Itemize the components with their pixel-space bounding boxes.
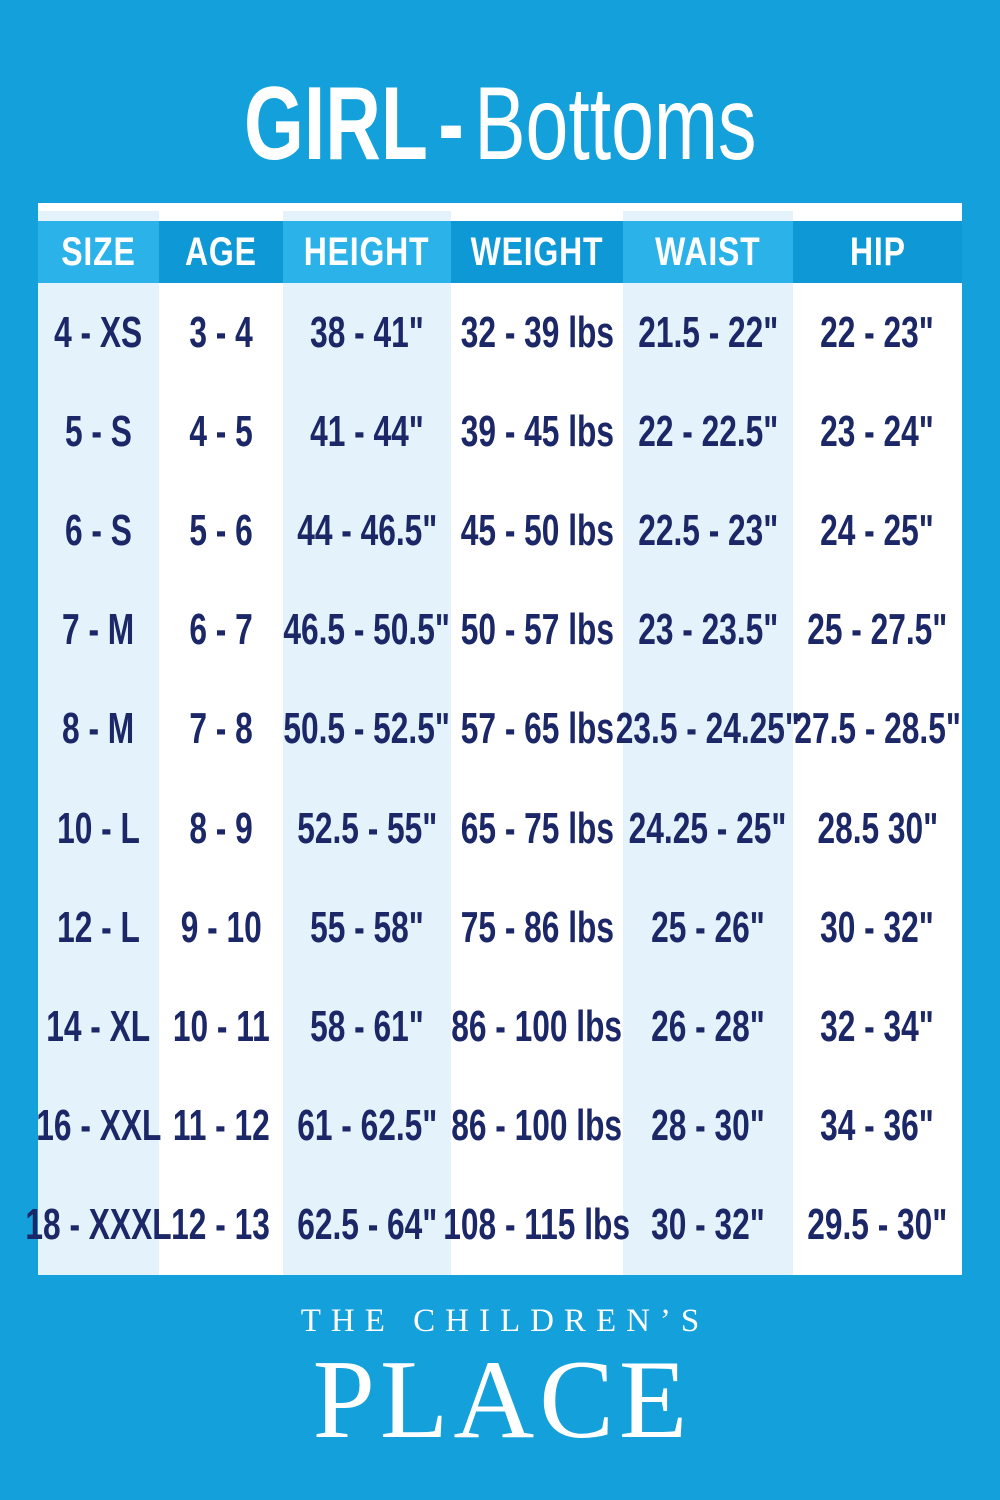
brand-wordmark: PLACE [312, 1338, 693, 1462]
table-row [38, 481, 962, 580]
table-cell [38, 977, 159, 1076]
table-cell [793, 382, 962, 481]
header-label: WEIGHT [470, 229, 604, 274]
cell-value: 61 - 62.5" [296, 1101, 437, 1151]
size-chart-title [0, 66, 1000, 182]
cell-value: 18 - XXXL [25, 1200, 172, 1250]
cell-value: 25 - 27.5" [807, 605, 948, 655]
cell-value: 16 - XXL [36, 1101, 162, 1151]
size-table [25, 203, 962, 1275]
header-cell [38, 221, 159, 283]
cell-value: 27.5 - 28.5" [794, 704, 961, 754]
table-body [25, 283, 962, 1275]
title-category: Bottoms [473, 66, 757, 182]
cell-value: 86 - 100 lbs [451, 1002, 623, 1052]
cell-value: 86 - 100 lbs [451, 1101, 623, 1151]
table-cell [793, 481, 962, 580]
table-cell [38, 481, 159, 580]
cell-value: 28 - 30" [651, 1101, 765, 1151]
table-cell [25, 1176, 172, 1275]
cell-value: 62.5 - 64" [296, 1200, 437, 1250]
cell-value: 30 - 32" [651, 1200, 765, 1250]
table-cell [38, 779, 159, 878]
table-cell [283, 1077, 451, 1176]
table-cell [159, 283, 283, 382]
header-label: SIZE [61, 229, 136, 274]
cell-value: 52.5 - 55" [296, 803, 437, 853]
cell-value: 28.5 30" [817, 803, 938, 853]
table-cell [159, 1077, 283, 1176]
cell-value: 22 - 22.5" [637, 406, 778, 456]
header-label: AGE [185, 229, 257, 274]
header-cell [283, 221, 451, 283]
table-row [38, 779, 962, 878]
table-cell [793, 977, 962, 1076]
table-cell [623, 283, 793, 382]
cell-value: 9 - 10 [180, 902, 262, 952]
table-row [38, 977, 962, 1076]
cell-value: 34 - 36" [820, 1101, 935, 1151]
cell-value: 32 - 34" [820, 1002, 935, 1052]
cell-value: 12 - L [57, 902, 140, 952]
cell-value: 11 - 12 [172, 1101, 270, 1151]
table-cell [793, 878, 962, 977]
cell-value: 23.5 - 24.25" [615, 704, 800, 754]
cell-value: 30 - 32" [820, 902, 935, 952]
cell-value: 6 - S [65, 506, 132, 555]
header-label: HEIGHT [304, 229, 430, 274]
cell-value: 39 - 45 lbs [460, 406, 614, 456]
table-cell [451, 581, 623, 680]
cell-value: 75 - 86 lbs [460, 902, 614, 952]
cell-value: 7 - M [62, 605, 135, 655]
pre-header-cell [793, 211, 962, 221]
title-text [243, 66, 757, 182]
table-cell [623, 779, 793, 878]
table-cell [159, 977, 283, 1076]
cell-value: 50.5 - 52.5" [283, 704, 451, 754]
cell-value: 24 - 25" [820, 506, 935, 555]
table-row [38, 283, 962, 382]
cell-value: 108 - 115 lbs [443, 1200, 631, 1250]
cell-value: 44 - 46.5" [296, 506, 437, 555]
cell-value: 6 - 7 [189, 605, 253, 655]
cell-value: 65 - 75 lbs [460, 803, 614, 853]
cell-value: 26 - 28" [651, 1002, 765, 1052]
cell-value: 58 - 61" [310, 1002, 424, 1052]
table-cell [283, 481, 451, 580]
table-cell [159, 382, 283, 481]
pre-header-cell [283, 211, 451, 221]
cell-value: 12 - 13 [171, 1200, 271, 1250]
header-cell [793, 221, 962, 283]
table-cell [623, 481, 793, 580]
cell-value: 57 - 65 lbs [460, 704, 614, 754]
pre-header-cell [38, 211, 159, 221]
cell-value: 5 - S [65, 406, 132, 456]
table-cell [451, 680, 623, 779]
table-cell [451, 283, 623, 382]
table-cell [623, 1077, 793, 1176]
table-cell [793, 1176, 962, 1275]
table-cell [159, 1176, 283, 1275]
table-cell [38, 680, 159, 779]
table-cell [283, 382, 451, 481]
table-cell [451, 1077, 623, 1176]
cell-value: 25 - 26" [651, 902, 765, 952]
table-cell [283, 680, 451, 779]
table-cell [615, 680, 800, 779]
header-label: WAIST [655, 229, 761, 274]
cell-value: 29.5 - 30" [807, 1200, 948, 1250]
table-row [38, 581, 962, 680]
table-row [38, 680, 962, 779]
table-cell [159, 481, 283, 580]
header-cell [623, 221, 793, 283]
table-cell [283, 581, 451, 680]
table-row [38, 878, 962, 977]
header-cell [451, 221, 623, 283]
table-cell [283, 878, 451, 977]
table-cell [159, 680, 283, 779]
pre-header-cell [159, 211, 283, 221]
cell-value: 14 - XL [46, 1002, 151, 1052]
table-row [38, 1077, 962, 1176]
cell-value: 5 - 6 [189, 506, 253, 555]
table-cell [451, 481, 623, 580]
cell-value: 23 - 24" [820, 406, 935, 456]
table-cell [38, 878, 159, 977]
table-cell [623, 977, 793, 1076]
cell-value: 4 - 5 [189, 406, 253, 456]
table-cell [283, 283, 451, 382]
table-cell [283, 1176, 451, 1275]
table-cell [283, 977, 451, 1076]
table-cell [793, 1077, 962, 1176]
cell-value: 46.5 - 50.5" [283, 605, 451, 655]
cell-value: 10 - L [57, 803, 140, 853]
brand-line-top: THE CHILDREN’S [300, 1303, 710, 1339]
cell-value: 32 - 39 lbs [460, 307, 614, 357]
header-cell [159, 221, 283, 283]
table-cell [451, 382, 623, 481]
table-cell [36, 1077, 162, 1176]
cell-value: 45 - 50 lbs [460, 506, 614, 555]
title-separator: - [437, 66, 464, 182]
table-row [38, 382, 962, 481]
cell-value: 10 - 11 [172, 1002, 270, 1052]
table-cell [283, 779, 451, 878]
cell-value: 21.5 - 22" [637, 307, 778, 357]
table-cell [793, 581, 962, 680]
title-brand-word: GIRL [243, 66, 428, 182]
table-cell [38, 581, 159, 680]
table-cell [159, 878, 283, 977]
table-cell [623, 581, 793, 680]
cell-value: 22.5 - 23" [637, 506, 778, 555]
pre-header-cell [623, 211, 793, 221]
brand-logo [0, 1303, 1000, 1462]
cell-value: 7 - 8 [189, 704, 253, 754]
cell-value: 8 - 9 [189, 803, 253, 853]
table-row [25, 1176, 962, 1275]
table-cell [623, 878, 793, 977]
cell-value: 50 - 57 lbs [460, 605, 614, 655]
table-header-row [38, 221, 962, 283]
table-cell [38, 382, 159, 481]
table-cell [793, 779, 962, 878]
table-cell [623, 382, 793, 481]
table-cell [793, 283, 962, 382]
table-cell [793, 680, 962, 779]
cell-value: 8 - M [62, 704, 135, 754]
cell-value: 38 - 41" [310, 307, 424, 357]
table-cell [451, 878, 623, 977]
table-top-strip [38, 203, 962, 211]
cell-value: 3 - 4 [189, 307, 253, 357]
cell-value: 4 - XS [54, 307, 143, 357]
pre-header-cell [451, 211, 623, 221]
header-label: HIP [849, 229, 906, 274]
table-cell [451, 977, 623, 1076]
table-cell [159, 779, 283, 878]
cell-value: 22 - 23" [820, 307, 935, 357]
pre-header-strip [38, 211, 962, 221]
table-cell [159, 581, 283, 680]
cell-value: 41 - 44" [310, 406, 424, 456]
cell-value: 55 - 58" [310, 902, 424, 952]
cell-value: 24.25 - 25" [629, 803, 787, 853]
cell-value: 23 - 23.5" [637, 605, 778, 655]
table-cell [451, 779, 623, 878]
table-cell [443, 1176, 631, 1275]
table-cell [38, 283, 159, 382]
table-cell [623, 1176, 793, 1275]
